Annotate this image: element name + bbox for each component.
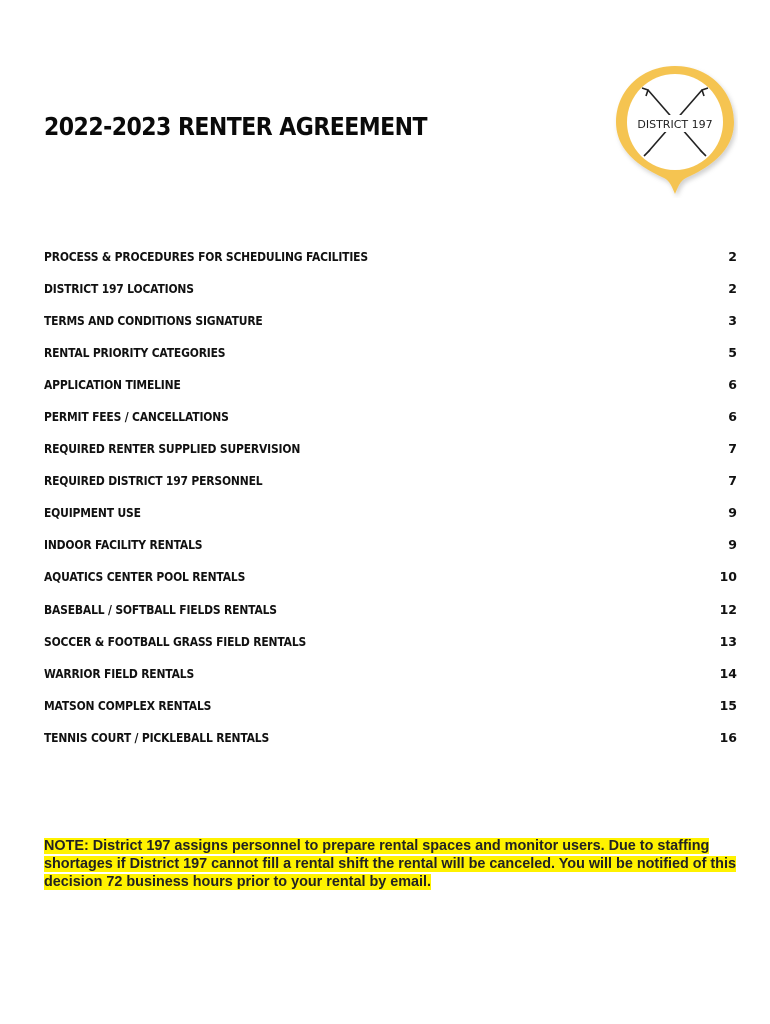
toc-item-label: AQUATICS CENTER POOL RENTALS	[44, 569, 246, 585]
toc-item-page: 13	[719, 633, 737, 649]
toc-item[interactable]	[44, 657, 737, 689]
toc-item-page: 14	[719, 665, 737, 681]
toc-item-label: DISTRICT 197 LOCATIONS	[44, 280, 194, 296]
toc-item[interactable]	[44, 529, 737, 561]
toc-item-page: 7	[728, 473, 737, 489]
toc-item-page: 5	[728, 344, 737, 360]
toc-item[interactable]	[44, 272, 737, 304]
toc-item-label: REQUIRED RENTER SUPPLIED SUPERVISION	[44, 441, 301, 457]
toc-item-label: SOCCER & FOOTBALL GRASS FIELD RENTALS	[44, 633, 307, 649]
toc-item-page: 9	[728, 537, 737, 553]
toc-item-label: TENNIS COURT / PICKLEBALL RENTALS	[44, 729, 270, 745]
toc-item-label: REQUIRED DISTRICT 197 PERSONNEL	[44, 473, 263, 489]
toc-item-page: 15	[719, 697, 737, 713]
toc-item-label: PERMIT FEES / CANCELLATIONS	[44, 409, 229, 425]
toc-item[interactable]	[44, 336, 737, 368]
staffing-note	[44, 837, 744, 891]
toc-item-label: WARRIOR FIELD RENTALS	[44, 665, 195, 681]
logo-text: DISTRICT 197	[637, 118, 713, 131]
toc-item-page: 16	[719, 729, 737, 745]
toc-item[interactable]	[44, 561, 737, 593]
toc-item[interactable]	[44, 689, 737, 721]
toc-item-page: 7	[728, 441, 737, 457]
toc-item-page: 6	[728, 409, 737, 425]
logo-pin-icon	[612, 62, 738, 198]
toc-item[interactable]	[44, 497, 737, 529]
toc-item-label: PROCESS & PROCEDURES FOR SCHEDULING FACILITIES	[44, 248, 368, 264]
toc-item-label: TERMS AND CONDITIONS SIGNATURE	[44, 312, 263, 328]
toc-item-label: BASEBALL / SOFTBALL FIELDS RENTALS	[44, 601, 277, 617]
toc-item-label: RENTAL PRIORITY CATEGORIES	[44, 344, 226, 360]
page-title: 2022-2023 RENTER AGREEMENT	[44, 112, 427, 141]
toc-item-page: 12	[719, 601, 737, 617]
toc-item-page: 2	[728, 280, 737, 296]
toc-item-label: EQUIPMENT USE	[44, 505, 141, 521]
toc-item[interactable]	[44, 625, 737, 657]
toc-item[interactable]	[44, 593, 737, 625]
toc-item-page: 2	[728, 248, 737, 264]
toc-item-label: MATSON COMPLEX RENTALS	[44, 697, 212, 713]
toc-item[interactable]	[44, 465, 737, 497]
toc-item-page: 6	[728, 376, 737, 392]
toc-item-label: INDOOR FACILITY RENTALS	[44, 537, 203, 553]
toc-item-page: 10	[719, 569, 737, 585]
toc-item[interactable]	[44, 368, 737, 400]
table-of-contents	[44, 240, 737, 754]
toc-item[interactable]	[44, 433, 737, 465]
toc-item-page: 9	[728, 505, 737, 521]
toc-item-label: APPLICATION TIMELINE	[44, 376, 181, 392]
district-197-logo	[612, 62, 738, 198]
toc-item[interactable]	[44, 400, 737, 432]
toc-item[interactable]	[44, 240, 737, 272]
toc-item[interactable]	[44, 721, 737, 753]
toc-item[interactable]	[44, 304, 737, 336]
toc-item-page: 3	[728, 312, 737, 328]
highlighted-note-text: NOTE: District 197 assigns personnel to prepare rental spaces and monitor users. Due to staffing shortages if District 197 cannot fill a rental shift the rental will be canceled. You will be notified of this decision 72 business hours prior to your rental by email.	[44, 838, 736, 890]
